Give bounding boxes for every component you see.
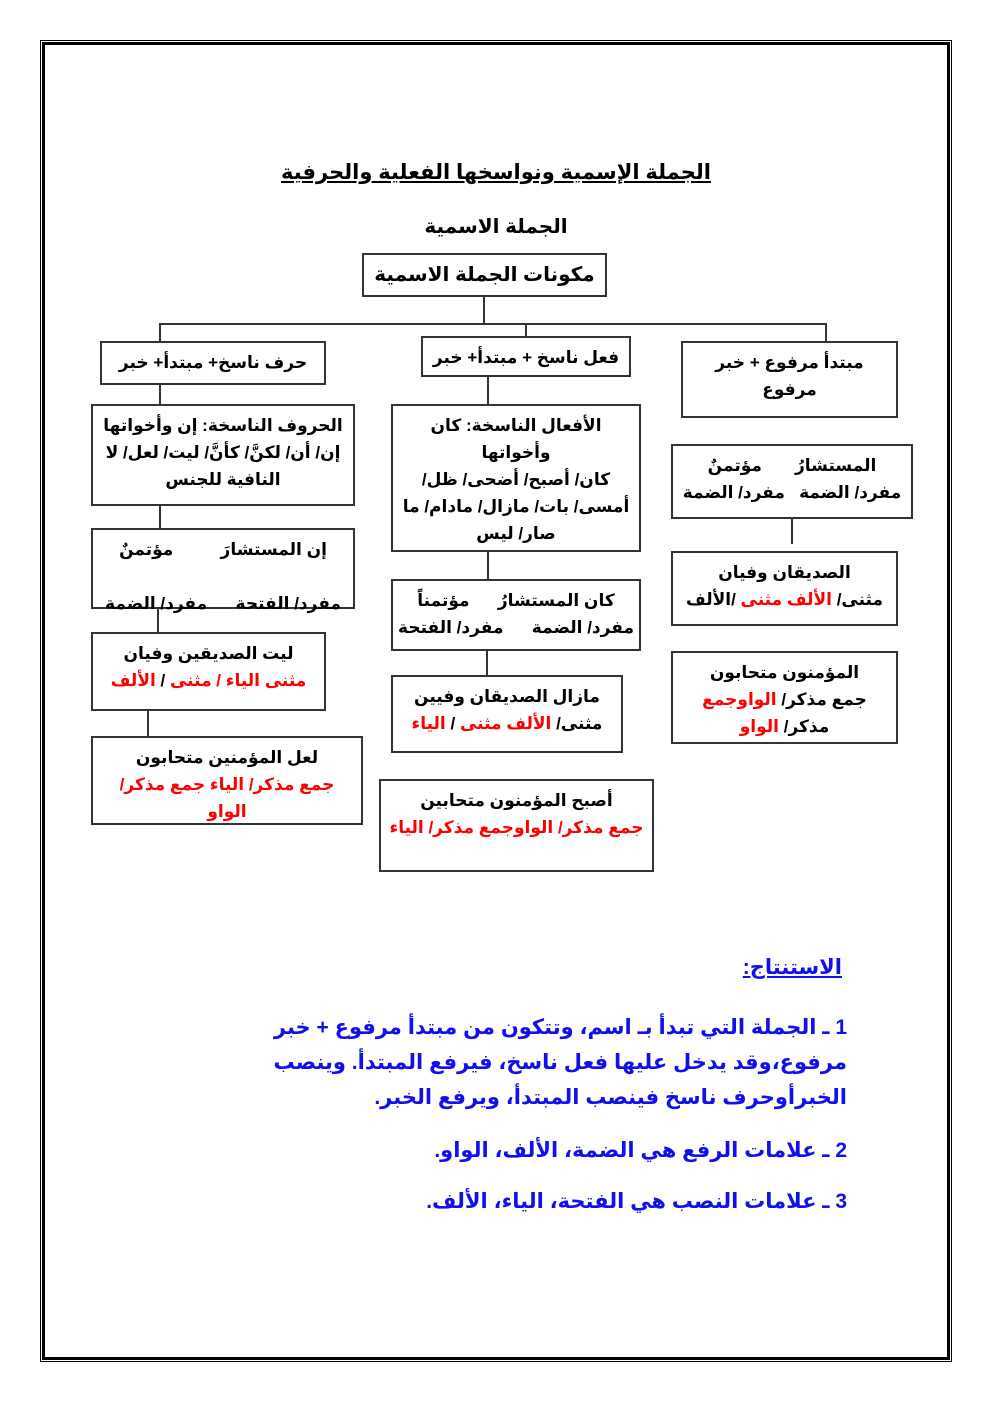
box-line <box>673 586 896 613</box>
box-line <box>93 744 361 771</box>
box-line <box>683 376 896 403</box>
box-text: الحروف الناسخة: إن وأخواتها <box>103 416 343 435</box>
box-line <box>673 659 896 686</box>
section-subtitle: الجملة الاسمية <box>424 216 568 238</box>
box-line <box>393 493 639 520</box>
box-line <box>93 798 361 825</box>
highlight-text: الألف مثنى <box>740 590 832 609</box>
box-muthanna-example <box>671 551 898 626</box>
document-title <box>0 160 992 185</box>
connector <box>525 323 527 337</box>
box-text: أمسى/ بات/ مازال/ مادام/ ما <box>402 497 630 516</box>
box-text: مفرد/ الفتحة مفرد/ الضمة <box>105 594 341 613</box>
conclusion-point-1: 1 ـ الجملة التي تبدأ بـ اسم، وتتكون من مبتدأ مرفوع + خبر مرفوع،وقد يدخل عليها فعل ناسخ، فيرفع المبتدأ. وينصب الخبرأوحرف ناسخ فينصب المبتدأ، ويرفع الخبر. <box>273 1016 847 1109</box>
box-line <box>93 563 353 590</box>
highlight-text: الياء <box>411 714 446 733</box>
connector <box>483 296 485 325</box>
box-text: مذكر/ <box>779 717 830 736</box>
box-line <box>673 479 911 506</box>
box-huruf-nasikha-list <box>91 404 355 506</box>
box-text: مثنى/ <box>551 714 603 733</box>
box-text: لعل المؤمنين متحابون <box>135 748 319 767</box>
box-text: كان/ أصبح/ أضحى/ ظل/ <box>421 470 611 489</box>
box-line <box>93 412 353 439</box>
highlight-text: جمع مذكر/ الواوجمع مذكر/ الياء <box>389 818 644 837</box>
box-afaal-nasikha-list <box>391 404 641 552</box>
box-text: ليت الصديقين وفيان <box>123 644 294 663</box>
box-text: مفرد/ الضمة مفرد/ الضمة <box>682 483 902 502</box>
box-line <box>93 536 353 563</box>
box-text: /الألف <box>685 590 741 609</box>
box-inna-example <box>91 528 355 613</box>
box-text: مازال الصديقان وفيين <box>414 687 600 706</box>
box-line <box>93 640 324 667</box>
box-line <box>673 452 911 479</box>
box-line <box>381 787 652 814</box>
box-line <box>393 587 639 614</box>
highlight-text: الواوجمع <box>702 690 777 709</box>
box-text: أصبح المؤمنون متحابين <box>420 791 613 810</box>
connector <box>486 650 488 676</box>
connector <box>825 323 827 342</box>
box-text: إن المستشارَ مؤتمنٌ <box>119 540 327 559</box>
connector <box>159 323 827 325</box>
connector <box>147 710 149 737</box>
box-fiel-nasikh <box>421 336 631 377</box>
highlight-text: مثنى الياء / مثنى <box>169 671 307 690</box>
main-box: مكونات الجملة الاسمية <box>362 253 607 297</box>
box-line <box>393 683 621 710</box>
box-text: المستشارُ مؤتمنٌ <box>707 456 877 475</box>
box-laalla-example <box>91 736 363 825</box>
box-mazal-example <box>391 675 623 753</box>
box-layta-example <box>91 632 326 711</box>
box-line <box>102 349 324 376</box>
box-text: الأفعال الناسخة: كان <box>430 416 602 435</box>
box-jam-example <box>671 651 898 744</box>
connector <box>791 518 793 544</box>
conclusion-point-2: 2 ـ علامات الرفع هي الضمة، الألف، الواو. <box>434 1139 847 1162</box>
box-text: مرفوع <box>762 380 817 399</box>
box-line <box>381 814 652 841</box>
box-text: مفرد/ الضمة مفرد/ الفتحة <box>398 618 634 637</box>
box-line <box>93 667 324 694</box>
box-line <box>423 344 629 371</box>
box-text: مثنى/ <box>831 590 884 609</box>
box-mubtada-khabar <box>681 341 898 418</box>
connector <box>159 384 161 405</box>
box-harf-nasikh <box>100 341 326 385</box>
box-text: صار/ ليس <box>476 524 556 543</box>
conclusion-point-3: 3 ـ علامات النصب هي الفتحة، الياء، الألف. <box>426 1190 847 1213</box>
title-text: الجملة الإسمية ونواسخها الفعلية والحرفية <box>281 161 711 184</box>
connector <box>487 376 489 405</box>
box-text: حرف ناسخ+ مبتدأ+ خبر <box>118 353 308 372</box>
highlight-text: جمع مذكر/ الياء جمع مذكر/ <box>119 775 335 794</box>
box-line <box>393 466 639 493</box>
box-text: إن/ أن/ لكنَّ/ كأنَّ/ ليت/ لعل/ لا <box>105 443 341 462</box>
box-text: فعل ناسخ + مبتدأ+ خبر <box>432 348 620 367</box>
box-text <box>221 567 226 586</box>
highlight-text: الواو <box>207 802 247 821</box>
box-line <box>673 559 896 586</box>
box-text: النافية للجنس <box>165 470 281 489</box>
box-line <box>393 412 639 439</box>
box-kana-example <box>391 579 641 651</box>
box-line <box>673 713 896 740</box>
box-text: وأخواتها <box>481 443 551 462</box>
box-text: / <box>445 714 460 733</box>
box-line <box>93 466 353 493</box>
box-text: جمع مذكر/ <box>776 690 867 709</box>
box-line <box>673 686 896 713</box>
box-line <box>393 520 639 547</box>
box-line <box>93 590 353 617</box>
box-text: / <box>155 671 170 690</box>
connector <box>159 505 161 529</box>
box-line <box>93 771 361 798</box>
box-line <box>683 349 896 376</box>
conclusion-heading: الاستنتاج: <box>742 956 842 979</box>
box-asbaha-example <box>379 779 654 872</box>
connector <box>159 323 161 342</box>
box-line <box>393 439 639 466</box>
highlight-text: الألف مثنى <box>459 714 552 733</box>
box-mufrad-example <box>671 444 913 519</box>
box-line <box>93 439 353 466</box>
highlight-text: الواو <box>739 717 779 736</box>
box-text: الصديقان وفيان <box>718 563 851 582</box>
box-line <box>393 614 639 641</box>
connector <box>487 551 489 580</box>
box-text: المؤمنون متحابون <box>709 663 860 682</box>
box-text: كان المستشارُ مؤتمناً <box>417 591 615 610</box>
highlight-text: الألف <box>110 671 156 690</box>
box-text: مبتدأ مرفوع + خبر <box>715 353 864 372</box>
box-line <box>393 710 621 737</box>
